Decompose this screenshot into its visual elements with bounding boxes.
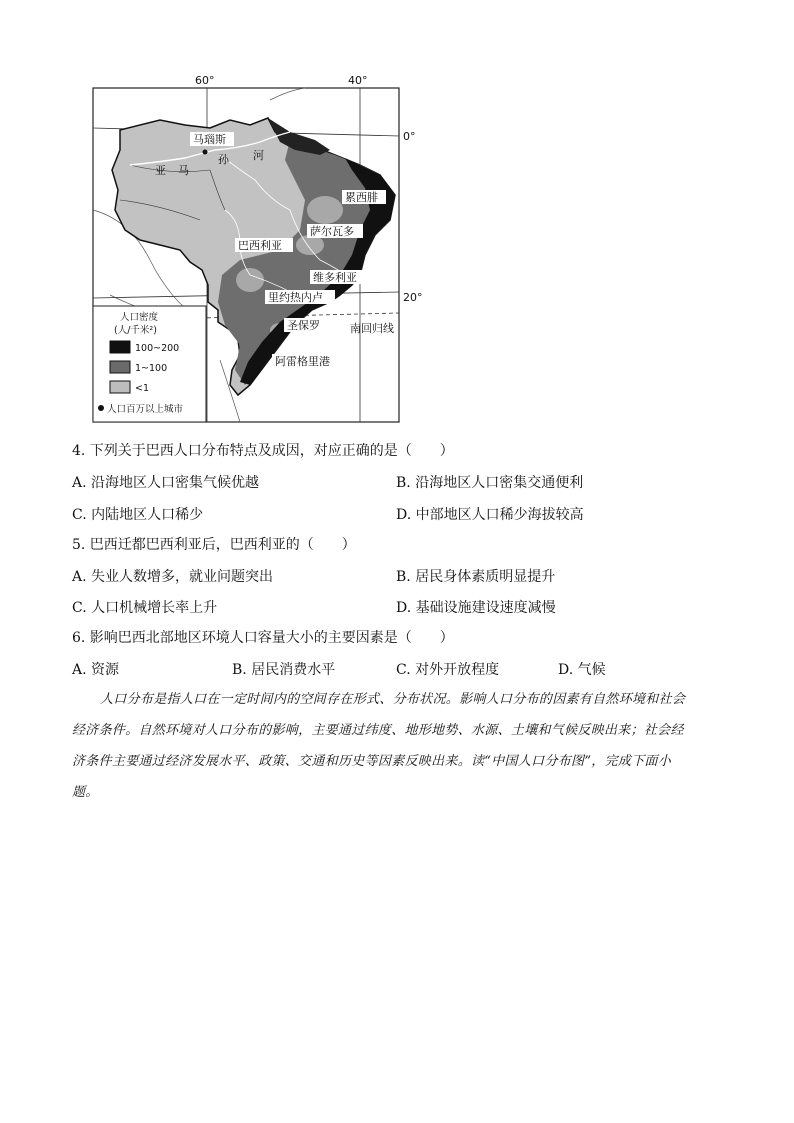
question-6-option-a[interactable]: A. 资源 xyxy=(72,662,120,678)
label-rio: 里约热内卢 xyxy=(268,291,323,304)
question-4-option-c[interactable]: C. 内陆地区人口稀少 xyxy=(72,507,204,523)
brazil-population-map xyxy=(90,70,430,425)
passage-line-1: 人口分布是指人口在一定时间内的空间存在形式、分布状况。影响人口分布的因素有自然环境和社会 xyxy=(100,692,686,707)
lat-label-0: 0° xyxy=(403,130,416,143)
label-brasilia: 巴西利亚 xyxy=(238,239,282,252)
label-amazon-1: 亚 xyxy=(155,164,166,177)
label-porto-alegre: 阿雷格里港 xyxy=(275,355,330,368)
question-4-stem: 4. 下列关于巴西人口分布特点及成因，对应正确的是（ ） xyxy=(72,443,454,459)
label-recife: 累西腓 xyxy=(345,191,378,204)
label-sao-paulo: 圣保罗 xyxy=(287,319,320,332)
question-4-option-a[interactable]: A. 沿海地区人口密集气候优越 xyxy=(72,475,260,491)
label-amazon-3: 孙 xyxy=(218,153,229,166)
question-5-stem: 5. 巴西迁都巴西利亚后，巴西利亚的（ ） xyxy=(72,537,356,553)
legend-unit: (人/千米²) xyxy=(114,325,157,336)
passage-line-3: 济条件主要通过经济发展水平、政策、交通和历史等因素反映出来。读“中国人口分布图”，完成下面小 xyxy=(72,754,672,769)
legend-swatch-medium xyxy=(110,361,130,373)
legend-label-medium: 1~100 xyxy=(135,363,168,374)
question-6-option-d[interactable]: D. 气候 xyxy=(558,662,606,678)
question-4-option-d[interactable]: D. 中部地区人口稀少海拔较高 xyxy=(396,507,584,523)
question-5-option-d[interactable]: D. 基础设施建设速度减慢 xyxy=(396,600,556,616)
label-amazon-2: 马 xyxy=(178,164,189,177)
question-5-option-a[interactable]: A. 失业人数增多，就业问题突出 xyxy=(72,569,274,585)
question-4-option-b[interactable]: B. 沿海地区人口密集交通便利 xyxy=(396,475,584,491)
question-6-stem: 6. 影响巴西北部地区环境人口容量大小的主要因素是（ ） xyxy=(72,630,454,646)
label-salvador: 萨尔瓦多 xyxy=(310,225,354,238)
passage-line-2: 经济条件。自然环境对人口分布的影响，主要通过纬度、地形地势、水源、土壤和气候反映出来；社会经 xyxy=(72,723,684,738)
question-6-option-c[interactable]: C. 对外开放程度 xyxy=(396,662,500,678)
label-tropic: 南回归线 xyxy=(350,322,394,335)
legend-label-high: 100~200 xyxy=(135,343,180,354)
legend-swatch-high xyxy=(110,341,130,353)
label-manaus: 马瑙斯 xyxy=(193,133,226,146)
reading-passage xyxy=(72,684,722,808)
question-5-option-c[interactable]: C. 人口机械增长率上升 xyxy=(72,600,218,616)
question-5-option-b[interactable]: B. 居民身体素质明显提升 xyxy=(396,569,556,585)
legend-label-low: <1 xyxy=(135,383,150,394)
legend-title: 人口密度 xyxy=(120,312,159,323)
label-amazon-4: 河 xyxy=(253,149,264,162)
lon-label-40: 40° xyxy=(348,74,368,87)
legend-city-label: 人口百万以上城市 xyxy=(107,404,184,415)
lon-label-60: 60° xyxy=(195,74,215,87)
label-vitoria: 维多利亚 xyxy=(313,271,357,284)
legend-city-dot xyxy=(98,405,104,411)
passage-line-4: 题。 xyxy=(72,785,99,800)
lat-label-20: 20° xyxy=(403,291,423,304)
question-6-option-b[interactable]: B. 居民消费水平 xyxy=(232,662,336,678)
city-markers xyxy=(203,150,208,155)
legend-swatch-low xyxy=(110,381,130,393)
